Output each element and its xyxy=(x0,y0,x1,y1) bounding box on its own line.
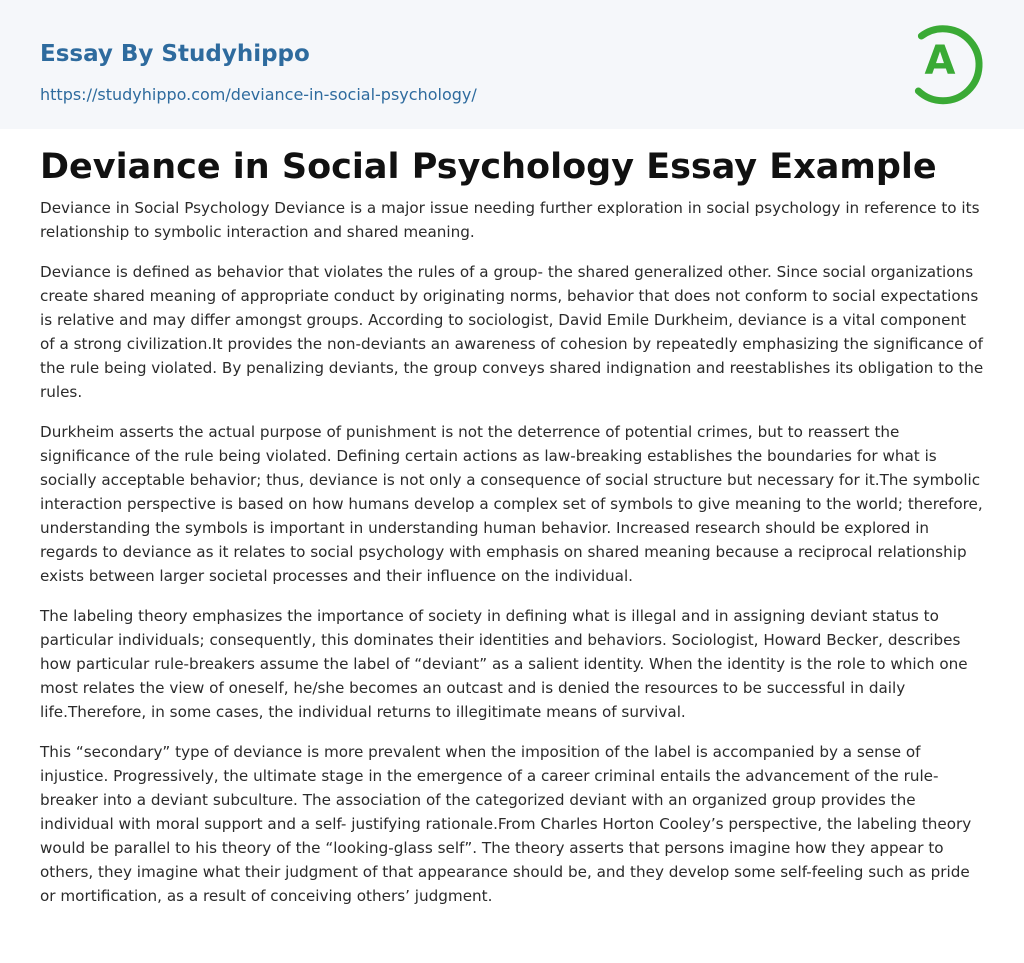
page-url-link[interactable]: https://studyhippo.com/deviance-in-social-psychology/ xyxy=(40,85,477,104)
article-paragraph-1: Deviance in Social Psychology Deviance is a major issue needing further exploration in social psychology in reference to its relationship to symbolic interaction and shared meaning. xyxy=(40,199,980,241)
site-brand[interactable]: Essay By Studyhippo xyxy=(40,41,310,67)
svg-text:A: A xyxy=(924,38,956,84)
studyhippo-logo-icon[interactable] xyxy=(912,18,986,106)
article xyxy=(0,129,1024,908)
page-title: Deviance in Social Psychology Essay Example xyxy=(40,147,937,187)
article-paragraph-2: Deviance is defined as behavior that violates the rules of a group- the shared generalized other. Since social organizations create shared meaning of appropriate conduct by originating norms, behavior that does not conform to social expectations is relative and may differ amongst groups. According to sociologist, David Emile Durkheim, deviance is a vital component of a strong civilization.It provides the non-deviants an awareness of cohesion by repeatedly emphasizing the significance of the rule being violated. By penalizing deviants, the group conveys shared indignation and reestablishes its obligation to the rules. xyxy=(40,263,984,401)
article-paragraph-3: Durkheim asserts the actual purpose of punishment is not the deterrence of potential crimes, but to reassert the significance of the rule being violated. Defining certain actions as law-breaking establishes the boundaries for what is socially acceptable behavior; thus, deviance is not only a consequence of social structure but necessary for it.The symbolic interaction perspective is based on how humans develop a complex set of symbols to give meaning to the world; therefore, understanding the symbols is important in understanding human behavior. Increased research should be explored in regards to deviance as it relates to social psychology with emphasis on shared meaning because a reciprocal relationship exists between larger societal processes and their influence on the individual. xyxy=(40,423,983,585)
article-paragraph-4: The labeling theory emphasizes the importance of society in defining what is illegal and in assigning deviant status to particular individuals; consequently, this dominates their identities and behaviors. Sociologist, Howard Becker, describes how particular rule-breakers assume the label of “deviant” as a salient identity. When the identity is the role to which one most relates the view of oneself, he/she becomes an outcast and is denied the resources to be successful in daily life.Therefore, in some cases, the individual returns to illegitimate means of survival. xyxy=(40,607,968,721)
site-header xyxy=(0,0,1024,129)
article-paragraph-5: This “secondary” type of deviance is more prevalent when the imposition of the label is accompanied by a sense of injustice. Progressively, the ultimate stage in the emergence of a career criminal entails the advancement of the rule- breaker into a deviant subculture. The association of the categorized deviant with an organized group provides the individual with moral support and a self- justifying rationale.From Charles Horton Cooley’s perspective, the labeling theory would be parallel to his theory of the “looking-glass self”. The theory asserts that persons imagine how they appear to others, they imagine what their judgment of that appearance should be, and they develop some self-feeling such as pride or mortification, as a result of conceiving others’ judgment. xyxy=(40,743,972,905)
